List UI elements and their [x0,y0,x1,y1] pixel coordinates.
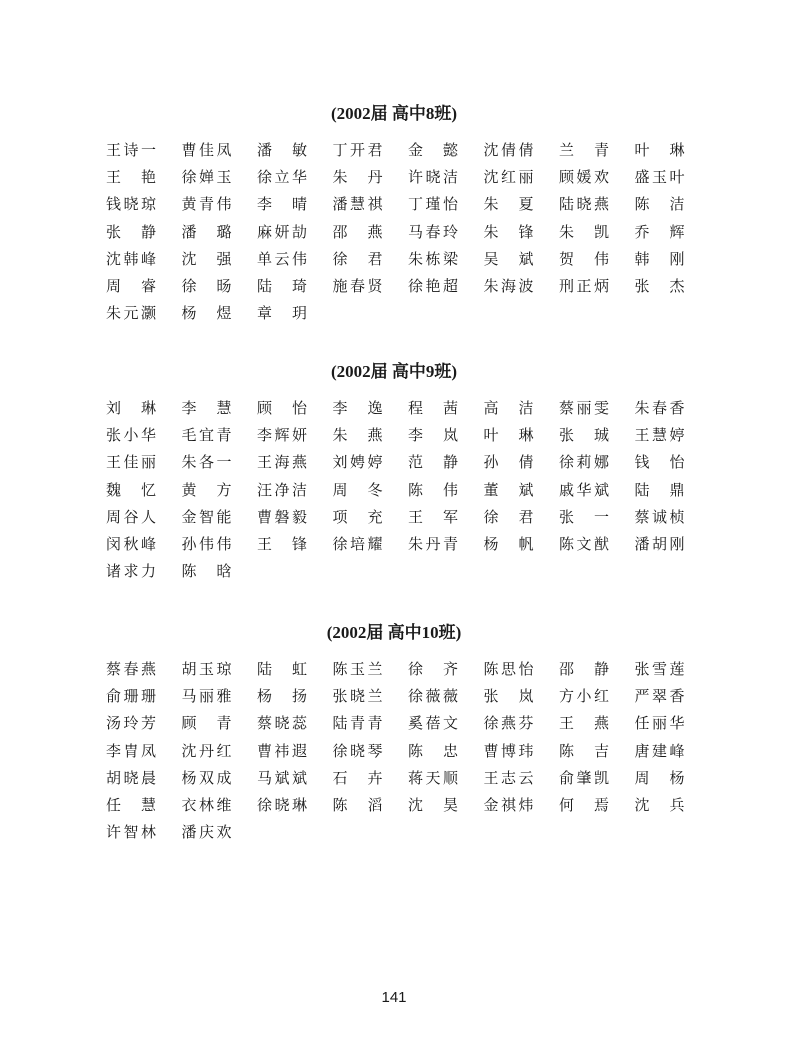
section-title: (2002届 高中8班) [330,104,458,123]
student-name: 胡 晓 晨 [106,768,156,787]
student-name: 项 充 [332,507,383,526]
name-row [106,480,686,507]
student-name: 徐 薇 薇 [408,687,458,706]
student-name: 兰 青 [559,141,609,159]
name-row [106,741,686,768]
student-name: 周 睿 [106,276,156,295]
student-name: 金 懿 [408,141,458,159]
student-name: 董 斌 [483,480,534,499]
student-name: 潘 胡 刚 [634,534,685,553]
student-name: 潘 璐 [181,222,232,241]
student-name: 徐 君 [483,507,534,526]
student-name: 钱 晓 琼 [106,195,156,214]
student-name: 徐 培 耀 [332,534,383,553]
student-name: 李 胄 凤 [106,741,156,760]
name-row [106,713,686,740]
name-row [106,249,686,276]
student-name: 王 佳 丽 [106,453,156,472]
student-name: 徐 婵 玉 [181,168,232,187]
student-name: 钱 怡 [634,453,685,472]
student-name: 黄 方 [181,480,232,499]
student-name: 叶 琳 [634,141,685,159]
student-name: 奚 蓓 文 [408,714,458,733]
student-name: 陈 玉 兰 [332,660,383,678]
student-name: 程 茜 [408,399,458,417]
student-name: 徐 晓 琳 [257,795,307,814]
student-name: 朱 各 一 [181,453,232,472]
student-name: 石 卉 [332,768,383,787]
student-name: 俞 肇 凯 [559,768,609,787]
name-row [106,686,686,713]
name-row [106,768,686,795]
student-name: 顾 青 [181,714,232,733]
student-name: 叶 琳 [483,426,534,445]
student-name: 蔡 春 燕 [106,660,156,678]
student-name: 丁 瑾 怡 [408,195,458,214]
name-grid [106,140,686,330]
student-name: 沈 倩 倩 [483,141,534,159]
student-name: 俞 珊 珊 [106,687,156,706]
student-name: 李 逸 [332,399,383,417]
student-name: 杨 双 成 [181,768,232,787]
student-name: 徐 齐 [408,660,458,678]
student-name: 朱 海 波 [483,276,534,295]
student-name: 何 焉 [559,795,609,814]
student-name: 邵 静 [559,660,609,678]
student-name: 任 丽 华 [634,714,685,733]
student-name: 周 杨 [634,768,685,787]
student-name: 范 静 [408,453,458,472]
student-name: 汤 玲 芳 [106,714,156,733]
name-row [106,452,686,479]
student-name: 乔 辉 [634,222,685,241]
student-name: 刘 琳 [106,399,156,417]
student-name: 朱 燕 [332,426,383,445]
student-name: 王 诗 一 [106,141,156,159]
student-name: 王 慧 婷 [634,426,685,445]
student-name: 徐 君 [332,249,383,268]
student-name: 陈 洁 [634,195,685,214]
student-name: 徐 莉 娜 [559,453,609,472]
student-name: 沈 红 丽 [483,168,534,187]
student-name: 汪 净 洁 [257,480,307,499]
student-name: 王 海 燕 [257,453,307,472]
student-name: 蔡 晓 蕊 [257,714,307,733]
student-name: 张 晓 兰 [332,687,383,706]
student-name: 张 小 华 [106,426,156,445]
student-name: 王 艳 [106,168,156,187]
name-row [106,561,686,588]
student-name: 曹 博 玮 [483,741,534,760]
name-row [106,659,686,686]
section-title: (2002届 高中9班) [330,362,458,381]
student-name: 陈 文 猷 [559,534,609,553]
student-name: 贺 伟 [559,249,609,268]
name-row [106,276,686,303]
name-row [106,534,686,561]
student-name: 陈 滔 [332,795,383,814]
student-name: 马 丽 雅 [181,687,232,706]
student-name: 王 志 云 [483,768,534,787]
student-name: 陈 思 怡 [483,660,534,678]
student-name: 闵 秋 峰 [106,534,156,553]
name-row [106,795,686,822]
name-row [106,303,686,330]
name-row [106,222,686,249]
student-name: 李 晴 [257,195,307,214]
student-name: 蔡 丽 雯 [559,399,609,417]
student-name: 吴 斌 [483,249,534,268]
student-name: 王 锋 [257,534,307,553]
student-name: 丁 开 君 [332,141,383,159]
student-name: 刑 正 炳 [559,276,609,295]
student-name: 徐 旸 [181,276,232,295]
student-name: 诸 求 力 [106,562,156,581]
student-name: 陈 伟 [408,480,458,499]
student-name: 曹 佳 凤 [181,141,232,159]
student-name: 张 杰 [634,276,685,295]
student-name: 张 雪 莲 [634,660,685,678]
student-name: 王 军 [408,507,458,526]
student-name: 曹 祎 遐 [257,741,307,760]
student-name: 陆 虹 [257,660,307,678]
student-name: 严 翠 香 [634,687,685,706]
student-name: 衣 林 维 [181,795,232,814]
student-name: 李 慧 [181,399,232,417]
student-name: 沈 丹 红 [181,741,232,760]
student-name: 金 智 能 [181,507,232,526]
student-name: 曹 磐 毅 [257,507,307,526]
student-name: 孙 倩 [483,453,534,472]
student-name: 徐 立 华 [257,168,307,187]
student-name: 张 珹 [559,426,609,445]
student-name: 蔡 诚 桢 [634,507,685,526]
student-name: 顾 媛 欢 [559,168,609,187]
section-title: (2002届 高中10班) [326,623,462,642]
student-name: 潘 庆 欢 [181,823,232,842]
student-name: 毛 宜 青 [181,426,232,445]
student-name: 朱 丹 青 [408,534,458,553]
student-name: 王 燕 [559,714,609,733]
student-name: 朱 锋 [483,222,534,241]
student-name: 潘 慧 祺 [332,195,383,214]
student-name: 张 岚 [483,687,534,706]
student-name: 陆 青 青 [332,714,383,733]
student-name: 单 云 伟 [257,249,307,268]
student-name: 杨 帆 [483,534,534,553]
student-name: 周 谷 人 [106,507,156,526]
name-row [106,822,686,849]
student-name: 陈 晗 [181,562,232,581]
student-name: 朱 栋 梁 [408,249,458,268]
student-name: 马 斌 斌 [257,768,307,787]
student-name: 蒋 天 顺 [408,768,458,787]
student-name: 徐 艳 超 [408,276,458,295]
student-name: 沈 兵 [634,795,685,814]
student-name: 周 冬 [332,480,383,499]
student-name: 潘 敏 [257,141,307,159]
student-name: 戚 华 斌 [559,480,609,499]
student-name: 黄 青 伟 [181,195,232,214]
name-row [106,140,686,167]
student-name: 陈 忠 [408,741,458,760]
student-name: 杨 煜 [181,304,232,323]
student-name: 徐 燕 芬 [483,714,534,733]
student-name: 沈 昊 [408,795,458,814]
student-name: 朱 凯 [559,222,609,241]
name-grid [106,398,686,588]
student-name: 盛 玉 叶 [634,168,685,187]
student-name: 胡 玉 琼 [181,660,232,678]
student-name: 朱 元 灏 [106,304,156,323]
student-name: 陈 吉 [559,741,609,760]
student-name: 邵 燕 [332,222,383,241]
student-name: 马 春 玲 [408,222,458,241]
student-name: 任 慧 [106,795,156,814]
student-name: 朱 春 香 [634,399,685,417]
name-row [106,398,686,425]
student-name: 李 岚 [408,426,458,445]
student-name: 孙 伟 伟 [181,534,232,553]
student-name: 张 静 [106,222,156,241]
name-row [106,507,686,534]
name-grid [106,659,686,849]
student-name: 杨 扬 [257,687,307,706]
student-name: 许 智 林 [106,823,156,842]
student-name: 陆 鼎 [634,480,685,499]
student-name: 朱 丹 [332,168,383,187]
student-name: 魏 忆 [106,480,156,499]
student-name: 唐 建 峰 [634,741,685,760]
student-name: 徐 晓 琴 [332,741,383,760]
student-name: 沈 强 [181,249,232,268]
student-name: 陆 琦 [257,276,307,295]
name-row [106,167,686,194]
student-name: 麻 妍 劼 [257,222,307,241]
student-name: 韩 刚 [634,249,685,268]
student-name: 金 祺 炜 [483,795,534,814]
page-number: 141 [381,989,407,1006]
student-name: 朱 夏 [483,195,534,214]
student-name: 张 一 [559,507,609,526]
name-row [106,194,686,221]
student-name: 方 小 红 [559,687,609,706]
student-name: 顾 怡 [257,399,307,417]
student-name: 许 晓 洁 [408,168,458,187]
student-name: 施 春 贤 [332,276,383,295]
student-name: 李 辉 妍 [257,426,307,445]
student-name: 高 洁 [483,399,534,417]
student-name: 刘 娉 婷 [332,453,383,472]
name-row [106,425,686,452]
student-name: 章 玥 [257,304,307,323]
student-name: 沈 韩 峰 [106,249,156,268]
student-name: 陆 晓 燕 [559,195,609,214]
